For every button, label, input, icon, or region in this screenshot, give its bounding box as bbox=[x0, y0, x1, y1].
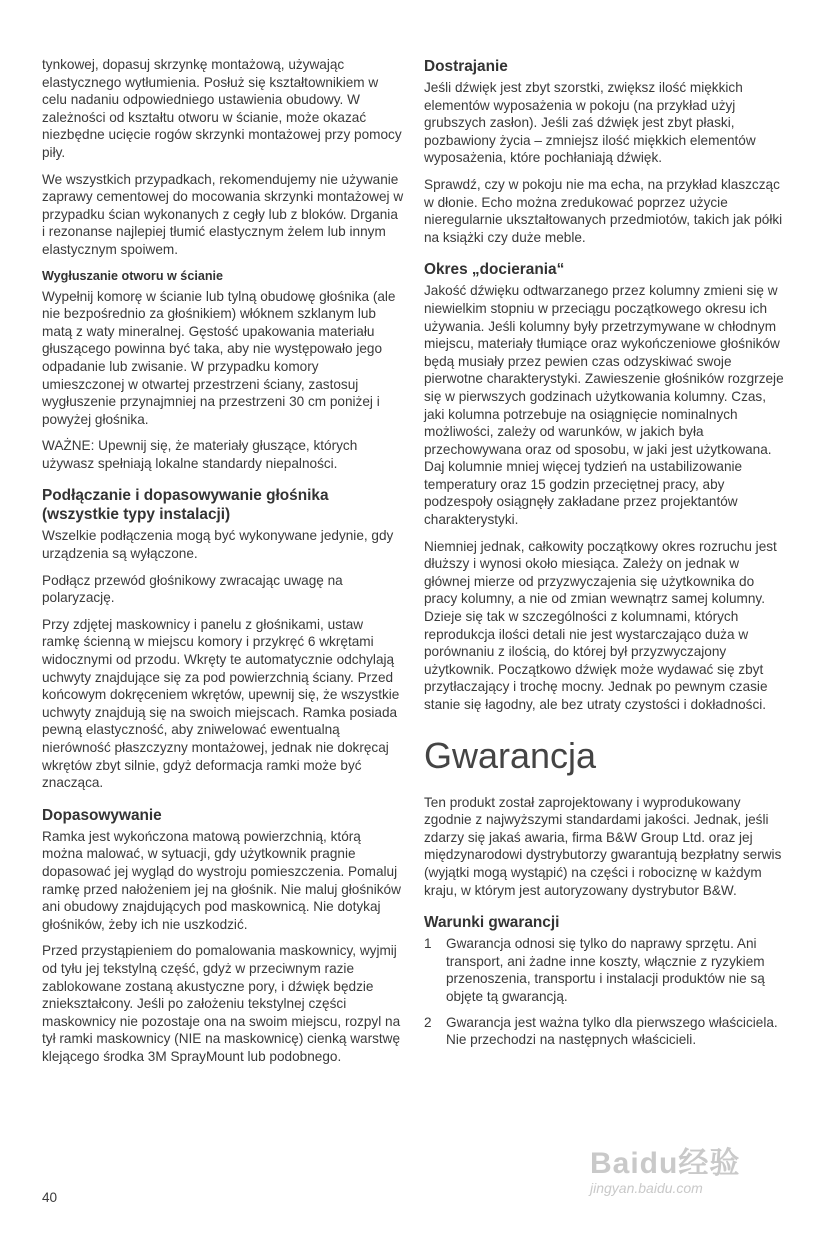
paragraph: Podłącz przewód głośnikowy zwracając uwagę na polaryzację. bbox=[42, 572, 343, 606]
paragraph: Przy zdjętej maskownicy i panelu z głośnikami, ustaw ramkę ścienną w miejscu komory i przykręć 6 wkrętami widocznymi od przodu. Wkręty te automatycznie odchylają uchwyty znajdujące się za pod powierzchnią ściany. Przed końcowym dokręceniem wkrętów, upewnij się, że wszystkie uchwyty znajdują się na swoich miejscach. Ramka posiada pewną elastyczność, aby zniwelować ewentualną nierówność płaszczyzny montażowej, jednak nie dokręcaj wkrętów zbyt silnie, gdyż deformacja ramki może być znacząca. bbox=[42, 616, 400, 791]
list-item bbox=[424, 935, 786, 1005]
paragraph: Wypełnij komorę w ścianie lub tylną obudowę głośnika (ale nie bezpośrednio za głośnikiem) włóknem szklanym lub matą z waty mineralnej. Gęstość upakowania materiału głuszącego powinna być taka, aby nie występowało jego odpadanie lub zwisanie. W przypadku komory umieszczonej w otwartej przestrzeni ściany, zastosuj wygłuszenie przynajmniej na przestrzeni 30 cm poniżej i powyżej głośnika. bbox=[42, 288, 396, 427]
heading-connecting: Podłączanie i dopasowywanie głośnika (wszystkie typy instalacji) bbox=[42, 487, 329, 524]
heading-fitting: Dopasowywanie bbox=[42, 806, 162, 824]
list-item-number: 2 bbox=[424, 1014, 432, 1030]
left-column bbox=[42, 56, 404, 1075]
paragraph: Jakość dźwięku odtwarzanego przez kolumny zmieni się w niewielkim stopniu w przeciągu początkowego okresu ich używania. Jeśli kolumny były przetrzymywane w chłodnym miejscu, materiały tłumiące oraz wykończeniowe głośników będą musiały przez pewien czas odzyskiwać swoje pierwotne charakterystyki. Zawieszenie głośników rozgrzeje się w pierwszych godzinach użytkowania kolumny. Czas, jaki kolumna potrzebuje na osiągnięcie nominalnych możliwości, zależy od warunków, w jakich była przechowywana oraz od sposobu, w jaki jest użytkowana. Daj kolumnie mniej więcej tydzień na ustabilizowanie temperatury oraz 15 godzin przeciętnej pracy, aby podzespoły osiągnęły zakładane przez projektantów charakterystyki. bbox=[424, 283, 784, 528]
paragraph-important: WAŻNE: Upewnij się, że materiały głuszące, których używasz spełniają lokalne standardy niepalności. bbox=[42, 438, 358, 471]
watermark bbox=[590, 1138, 790, 1200]
subheading-soundproofing: Wygłuszanie otworu w ścianie bbox=[42, 268, 224, 283]
page-number: 40 bbox=[42, 1190, 58, 1205]
paragraph: Ten produkt został zaprojektowany i wyprodukowany zgodnie z najwyższymi standardami jakości. Jednak, jeśli zdarzy się jakaś awaria, firma B&W Group Ltd. oraz jej międzynarodowi dystrybutorzy gwarantują bezpłatny serwis (wyjątki mogą wystąpić) na części i robociznę w każdym kraju, w którym jest autoryzowany dystrybutor B&W. bbox=[424, 794, 782, 898]
right-column bbox=[424, 56, 786, 1057]
heading-tuning: Dostrajanie bbox=[424, 58, 508, 75]
list-item-text: Gwarancja odnosi się tylko do naprawy sprzętu. Ani transport, ani żadne inne koszty, włącznie z ryzykiem przenoszenia, transportu i instalacji produktów nie są objęte tą gwarancją. bbox=[446, 936, 765, 1004]
paragraph: Przed przystąpieniem do pomalowania maskownicy, wyjmij od tyłu jej tekstylną część, gdyż w przeciwnym razie zablokowane zostaną akustyczne pory, i dźwięk będzie zniekształcony. Jeśli po założeniu tekstylnej części maskownicy nie pozostaje ona na swoim miejscu, rozpyl na tył ramki maskownicy (NIE na maskownicę) cienką warstwę klejącego środka 3M SprayMount lub podobnego. bbox=[42, 943, 401, 1064]
paragraph: We wszystkich przypadkach, rekomendujemy nie używanie zaprawy cementowej do mocowania skrzynki montażowej w przypadku ścian wykonanych z cegły lub z bloków. Drgania i rezonanse najlepiej tłumić elastycznym żelem lub innym elastycznym spoiwem. bbox=[42, 171, 404, 257]
watermark-url: jingyan.baidu.com bbox=[590, 1180, 703, 1196]
list-item bbox=[424, 1014, 786, 1049]
paragraph: tynkowej, dopasuj skrzynkę montażową, używając elastycznego wytłumienia. Posłuż się kształtownikiem w celu nadaniu odpowiedniego ustawienia obudowy. W zależności od kształtu otworu w ścianie, może okazać niezbędne ucięcie rogów skrzynki montażowej przy pomocy piły. bbox=[42, 57, 402, 160]
paragraph: Niemniej jednak, całkowity początkowy okres rozruchu jest dłuższy i wynosi około miesiąca. Zależy on jednak w głównej mierze od przyzwyczajenia się użytkownika do pracy kolumny, a nie od zmian wewnątrz samej kolumny. Dzieje się tak w szczególności z kolumnami, których reprodukcja ilości detali nie jest wystarczająco duża w porównaniu z ilością, do której był przyzwyczajony użytkownik. Początkowo dźwięk może wydawać się zbyt przytłaczający i trochę mocny. Jednak po pewnym czasie stanie się łagodny, ale bez utraty czystości i dokładności. bbox=[424, 538, 777, 712]
heading-warranty-conditions: Warunki gwarancji bbox=[424, 914, 560, 932]
heading-burn-in: Okres „docierania“ bbox=[424, 261, 565, 279]
paragraph: Sprawdź, czy w pokoju nie ma echa, na przykład klaszcząc w dłonie. Echo można zredukować poprzez użycie nieregularnie ukształtowanych przedmiotów, takich jak półki na książki czy duże meble. bbox=[424, 176, 783, 245]
paragraph: Jeśli dźwięk jest zbyt szorstki, zwiększ ilość miękkich elementów wyposażenia w pokoju (na przykład użyj grubszych zasłon). Jeśli zaś dźwięk jest zbyt płaski, pozbawiony życia – zmniejsz ilość miękkich elementów wyposażenia, które pochłaniają dźwięk. bbox=[424, 80, 756, 166]
paragraph: Wszelkie podłączenia mogą być wykonywane jedynie, gdy urządzenia są wyłączone. bbox=[42, 528, 394, 562]
list-item-text: Gwarancja jest ważna tylko dla pierwszego właściciela. Nie przechodzi na następnych właścicieli. bbox=[446, 1014, 778, 1048]
warranty-conditions-list bbox=[424, 935, 786, 1049]
paragraph: Ramka jest wykończona matową powierzchnią, którą można malować, w sytuacji, gdy użytkownik pragnie dopasować jej wygląd do wystroju pomieszczenia. Pomaluj ramkę przed nałożeniem jej na głośnik. Nie maluj głośników ani obudowy znajdujących pod maskownicą. Nie dotykaj głośników, żeby ich nie uszkodzić. bbox=[42, 828, 401, 932]
watermark-logo: Baidu经验 bbox=[590, 1147, 741, 1180]
list-item-number: 1 bbox=[424, 936, 432, 952]
warranty-title: Gwarancja bbox=[424, 734, 597, 776]
